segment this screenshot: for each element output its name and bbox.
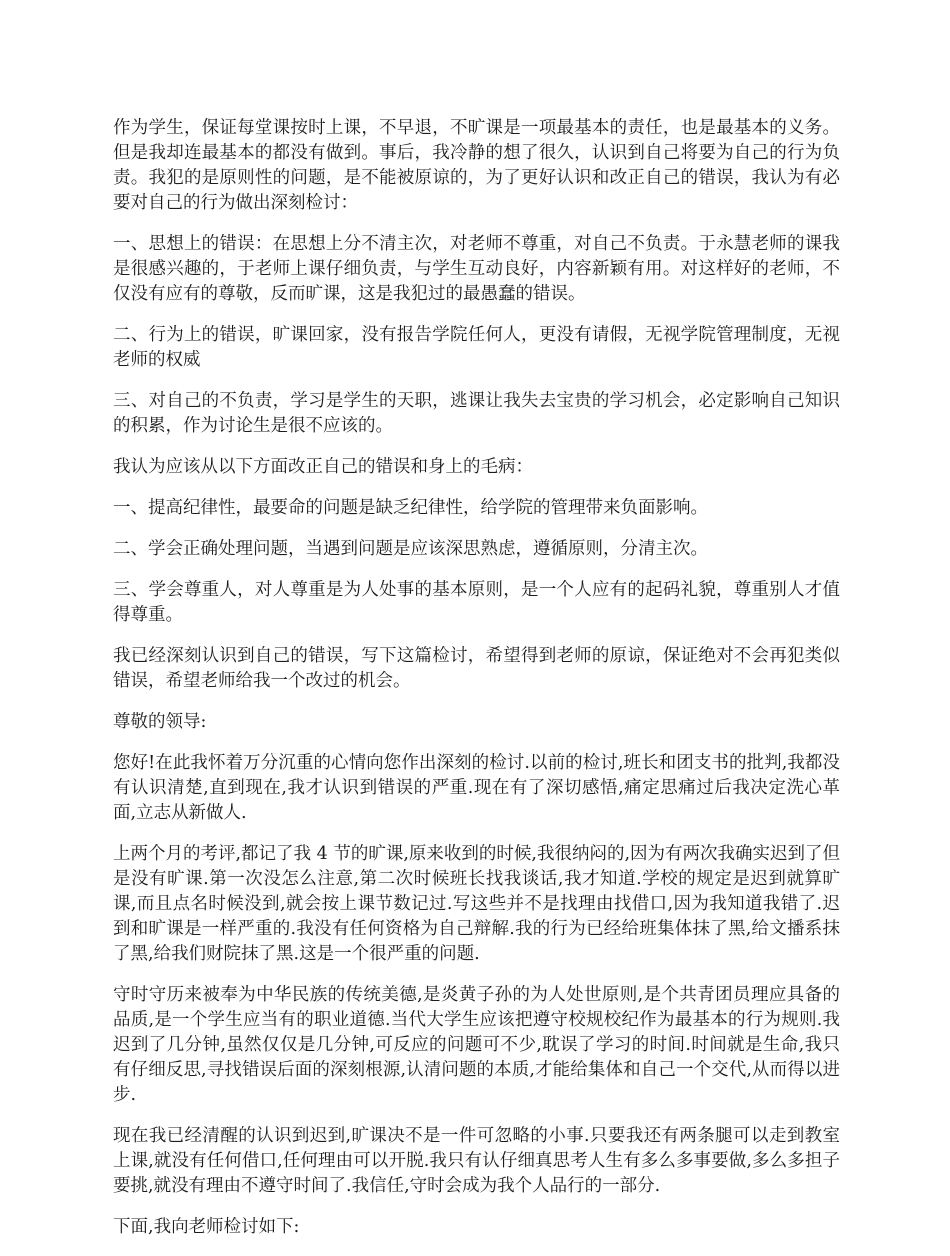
paragraph-salutation: 尊敬的领导: bbox=[113, 712, 207, 732]
paragraph-attendance: 上两个月的考评,都记了我 4 节的旷课,原来收到的时候,我很纳闷的,因为有两次我确实迟到了但是没有旷课.第一次没怎么注意,第二次时候班长找我谈话,我才知道.学校的规定是迟到就算旷课,而且点名时候没到,就会按上课节数记过.写这些并不是找理由找借口,因为我知道我错了.迟到和旷课是一样严重的.我没有任何资格为自己辩解.我的行为已经给班集体抹了黑,给文播系抹了黑,给我们财院抹了黑.这是一个很严重的问题. bbox=[113, 844, 841, 964]
paragraph-error-responsibility: 三、对自己的不负责，学习是学生的天职，逃课让我失去宝贵的学习机会，必定影响自己知识的积累，作为讨论生是很不应该的。 bbox=[113, 391, 840, 436]
paragraph-correction-respect: 三、学会尊重人，对人尊重是为人处事的基本原则，是一个人应有的起码礼貌，尊重别人才值得尊重。 bbox=[113, 580, 840, 625]
paragraph-correction-intro: 我认为应该从以下方面改正自己的错误和身上的毛病： bbox=[113, 457, 533, 477]
paragraph-correction-problems: 二、学会正确处理问题，当遇到问题是应该深思熟虑，遵循原则，分清主次。 bbox=[113, 539, 708, 559]
paragraph-intro: 作为学生，保证每堂课按时上课，不早退，不旷课是一项最基本的责任，也是最基本的义务。但是我却连最基本的都没有做到。事后，我冷静的想了很久，认识到自己将要为自己的行为负责。我犯的是原则性的问题，是不能被原谅的，为了更好认识和改正自己的错误，我认为有必要对自己的行为做出深刻检讨： bbox=[113, 118, 840, 213]
paragraph-greeting: 您好!在此我怀着万分沉重的心情向您作出深刻的检讨.以前的检讨,班长和团支书的批判,我都没有认识清楚,直到现在,我才认识到错误的严重.现在有了深切感悟,痛定思痛过后我决定洗心革面,立志从新做人. bbox=[113, 753, 840, 823]
paragraph-closing: 下面,我向老师检讨如下: bbox=[113, 1217, 300, 1237]
paragraph-error-behavior: 二、行为上的错误，旷课回家，没有报告学院任何人，更没有请假，无视学院管理制度，无视老师的权威 bbox=[113, 325, 840, 370]
paragraph-correction-discipline: 一、提高纪律性，最要命的问题是缺乏纪律性，给学院的管理带来负面影响。 bbox=[113, 498, 708, 518]
paragraph-conclusion: 我已经深刻认识到自己的错误，写下这篇检讨，希望得到老师的原谅，保证绝对不会再犯类似错误，希望老师给我一个改过的机会。 bbox=[113, 646, 840, 691]
paragraph-error-thought: 一、思想上的错误：在思想上分不清主次，对老师不尊重，对自己不负责。于永慧老师的课我是很感兴趣的，于老师上课仔细负责，与学生互动良好，内容新颖有用。对这样好的老师，不仅没有应有的尊敬，反而旷课，这是我犯过的最愚蠢的错误。 bbox=[113, 234, 840, 304]
document-body bbox=[113, 116, 840, 1256]
paragraph-realization: 现在我已经清醒的认识到迟到,旷课决不是一件可忽略的小事.只要我还有两条腿可以走到教室上课,就没有任何借口,任何理由可以开脱.我只有认仔细真思考人生有多么多事要做,多么多担子要挑,就没有理由不遵守时间了.我信任,守时会成为我个人品行的一部分. bbox=[113, 1126, 840, 1196]
paragraph-punctuality: 守时守历来被奉为中华民族的传统美德,是炎黄子孙的为人处世原则,是个共青团员理应具备的品质,是一个学生应当有的职业道德.当代大学生应该把遵守校规校纪作为最基本的行为规则.我迟到了几分钟,虽然仅仅是几分钟,可反应的问题可不少,耽误了学习的时间.时间就是生命,我只有仔细反思,寻找错误后面的深刻根源,认清问题的本质,才能给集体和自己一个交代,从而得以进步. bbox=[113, 985, 840, 1105]
